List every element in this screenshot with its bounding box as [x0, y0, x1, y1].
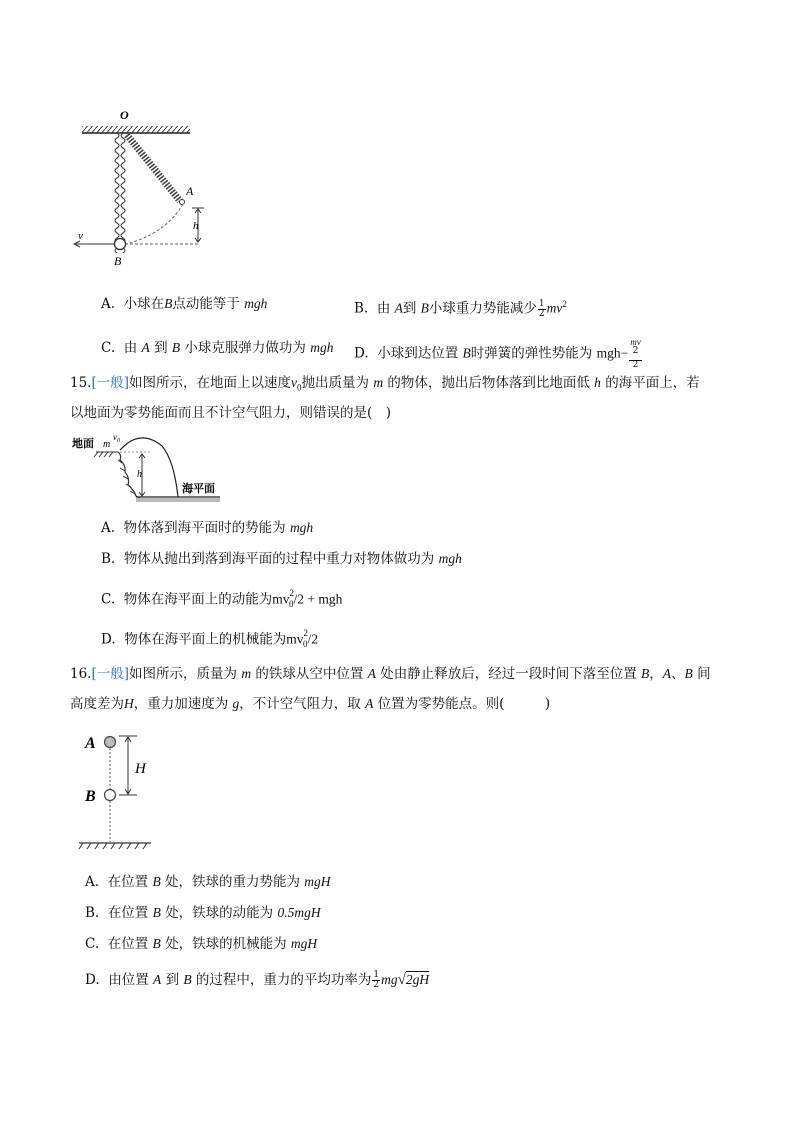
q15-sea-hatch — [136, 498, 220, 502]
q14-label-a: A — [186, 184, 194, 198]
q14-label-b: B — [114, 254, 122, 268]
q16-stem-line2: 高度差为H，重力加速度为 g，不计空气阻力，取 A 位置为零势能点。则( ) — [70, 696, 551, 712]
q15-stem-line1: 15.[一般]如图所示，在地面上以速度$v_0$抛出质量为 m 的物体，抛出后物体落到比地面低 h 的海平面上，若 — [70, 375, 700, 393]
q15-option-b[interactable]: B. 物体从抛出到落到海平面的过程中重力对物体做功为 mgh — [101, 551, 462, 567]
q14-label-o: O — [120, 108, 129, 122]
q16-figure — [75, 728, 165, 856]
q15-difficulty-tag[interactable]: [一般] — [91, 375, 130, 391]
q14-label-h: h — [193, 220, 199, 232]
q15-trajectory — [120, 438, 178, 497]
q16-number: 16. — [70, 666, 92, 682]
q15-option-a[interactable]: A. 物体落到海平面时的势能为 mgh — [101, 520, 314, 536]
q15-figure — [70, 430, 230, 510]
q15-label-sea: 海平面 — [182, 483, 215, 495]
q16-option-c[interactable]: C. 在位置 B 处，铁球的机械能为 mgH — [85, 936, 318, 952]
q15-stem-line2: 以地面为零势能面而且不计空气阻力，则错误的是( ) — [70, 405, 392, 421]
q15-label-v0: $v_0$ — [113, 432, 120, 444]
q16-ball-b — [105, 790, 116, 801]
q14-option-c[interactable]: C. 由 A 到 B 小球克服弹力做功为 mgh — [101, 340, 334, 356]
q16-ball-a — [105, 737, 116, 748]
q16-difficulty-tag[interactable]: [一般] — [91, 666, 130, 682]
q14-vertical-spring — [115, 133, 125, 253]
q15-ground-hatch — [94, 452, 118, 457]
q16-ground-hatch — [79, 843, 147, 849]
q14-ball-a — [180, 200, 185, 205]
q16-d-radical: √ — [397, 972, 406, 988]
q15-label-h: h — [137, 469, 142, 480]
q14-option-d[interactable]: D. 小球到达位置 B时弹簧的弹性势能为 mgh− mv $^2$ 2 — [354, 337, 641, 370]
q15-number: 15. — [70, 375, 92, 391]
q14-dashed-path — [122, 204, 183, 245]
q15-label-ground: 地面 — [72, 438, 94, 450]
q14-slanted-spring — [127, 135, 180, 201]
q16-option-b[interactable]: B. 在位置 B 处，铁球的动能为 0.5mgH — [85, 905, 321, 921]
q16-option-a[interactable]: A. 在位置 B 处，铁球的重力势能为 mgH — [85, 874, 331, 890]
q14-ceiling-hatch — [82, 126, 190, 133]
q15-label-m: m — [103, 439, 111, 450]
q16-d-fraction: $\frac{1}{2}$ — [373, 970, 380, 990]
q16-label-b: B — [85, 788, 96, 805]
q14-d-fraction: mv $^2$ 2 — [630, 337, 641, 370]
q14-b-fraction: $\frac{1}{2}$ — [538, 298, 545, 319]
q15-option-d[interactable]: D. 物体在海平面上的机械能为$mv^2_0/2$ — [101, 628, 319, 650]
q16-label-h: H — [135, 761, 146, 777]
q14-label-v: v — [78, 230, 83, 242]
q14-option-b[interactable]: B. 由 A到 B小球重力势能减少 $\frac{1}{2}$ $mv^2$ — [354, 298, 567, 319]
q14-ball-b — [115, 239, 126, 250]
q16-option-d[interactable]: D. 由位置 A 到 B 的过程中，重力的平均功率为 $\frac{1}{2}$ mg√2gH — [85, 970, 430, 990]
q14-option-a[interactable]: A. 小球在B点动能等于 mgh — [101, 296, 268, 312]
q14-figure — [70, 105, 220, 270]
q15-option-c[interactable]: C. 物体在海平面上的动能为$mv^2_0/2$ + mgh — [101, 588, 343, 610]
q16-stem-line1: 16.[一般]如图所示，质量为 m 的铁球从空中位置 A 处由静止释放后，经过一段时间下落至位置 B，A、B 间 — [70, 666, 711, 682]
q16-label-a: A — [85, 735, 96, 752]
